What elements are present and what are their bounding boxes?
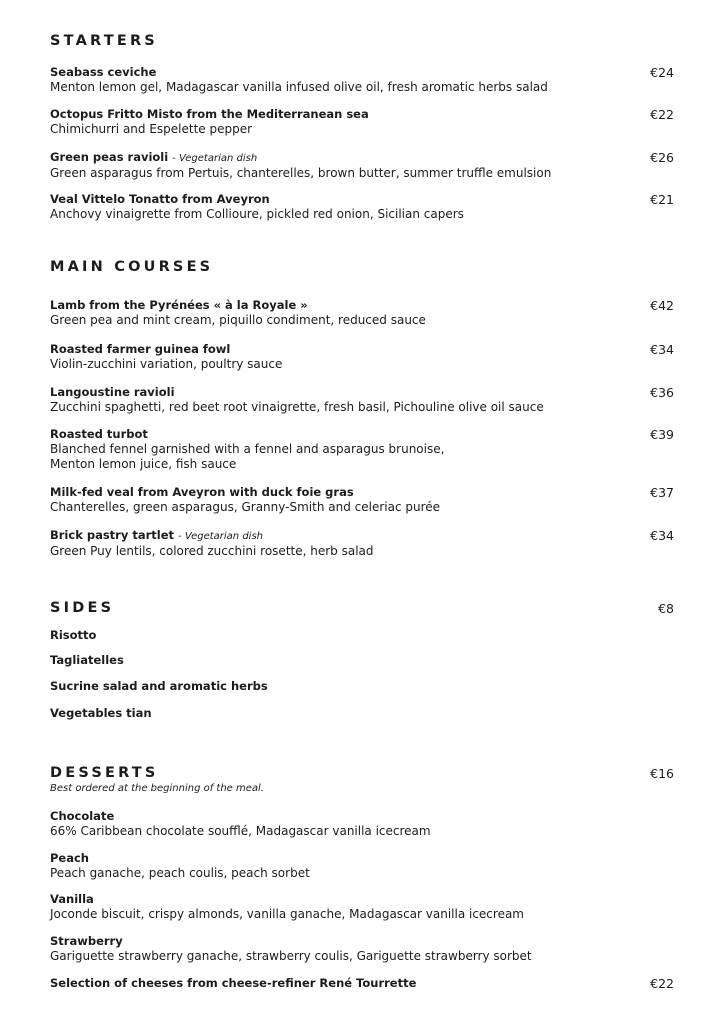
- side-item: [50, 628, 676, 643]
- starter-item-ravioli: [50, 150, 676, 181]
- starter-item-veal: [50, 192, 676, 222]
- item-description: Joconde biscuit, crispy almonds, vanilla ganache, Madagascar vanilla icecream: [50, 907, 524, 921]
- side-item: [50, 679, 676, 694]
- desserts-title: DESSERTS: [50, 765, 159, 781]
- item-name: Brick pastry tartlet: [50, 528, 175, 542]
- item-name: Vanilla: [50, 892, 94, 906]
- item-name: Seabass ceviche: [50, 65, 157, 79]
- item-description: Green Puy lentils, colored zucchini rosette, herb salad: [50, 544, 374, 558]
- dessert-item-strawberry: [50, 934, 676, 964]
- item-description: Anchovy vinaigrette from Collioure, pickled red onion, Sicilian capers: [50, 207, 464, 221]
- item-price: €34: [650, 342, 674, 357]
- item-price: €22: [650, 976, 674, 991]
- dessert-item-chocolate: [50, 809, 676, 839]
- item-price: €37: [650, 485, 674, 500]
- desserts-note: Best ordered at the beginning of the meal.: [50, 783, 264, 794]
- main-item-guinea-fowl: [50, 342, 676, 372]
- item-name: Selection of cheeses from cheese-refiner René Tourrette: [50, 976, 417, 990]
- starters-title: STARTERS: [50, 33, 158, 49]
- item-name: Sucrine salad and aromatic herbs: [50, 679, 268, 693]
- item-price: €24: [650, 65, 674, 80]
- item-name: Tagliatelles: [50, 653, 124, 667]
- main-item-langoustine: [50, 385, 676, 415]
- item-description: Menton lemon gel, Madagascar vanilla infused olive oil, fresh aromatic herbs salad: [50, 80, 548, 94]
- sides-title: SIDES: [50, 600, 115, 616]
- item-description: 66% Caribbean chocolate soufflé, Madagascar vanilla icecream: [50, 824, 431, 838]
- starter-item-octopus: [50, 107, 676, 137]
- item-description: Blanched fennel garnished with a fennel and asparagus brunoise,: [50, 442, 445, 456]
- cheese-item: [50, 976, 676, 991]
- starter-item-seabass: [50, 65, 676, 95]
- dessert-item-peach: [50, 851, 676, 881]
- item-name: Veal Vittelo Tonatto from Aveyron: [50, 192, 270, 206]
- main-item-tartlet: [50, 528, 676, 559]
- mains-title: MAIN COURSES: [50, 259, 214, 275]
- item-description: Green asparagus from Pertuis, chanterelles, brown butter, summer truffle emulsion: [50, 166, 552, 180]
- item-name: Strawberry: [50, 934, 123, 948]
- item-name: Roasted farmer guinea fowl: [50, 342, 231, 356]
- item-price: €22: [650, 107, 674, 122]
- item-name: Octopus Fritto Misto from the Mediterranean sea: [50, 107, 369, 121]
- item-price: €21: [650, 192, 674, 207]
- item-name: Green peas ravioli: [50, 150, 169, 164]
- vegetarian-tag: - Vegetarian dish: [178, 531, 263, 542]
- item-description: Green pea and mint cream, piquillo condiment, reduced sauce: [50, 313, 426, 327]
- item-description: Gariguette strawberry ganache, strawberry coulis, Gariguette strawberry sorbet: [50, 949, 532, 963]
- item-description: Chimichurri and Espelette pepper: [50, 122, 253, 136]
- main-item-veal: [50, 485, 676, 515]
- item-name: Peach: [50, 851, 89, 865]
- item-name: Roasted turbot: [50, 427, 148, 441]
- item-name: Risotto: [50, 628, 97, 642]
- dessert-item-vanilla: [50, 892, 676, 922]
- item-price: €26: [650, 150, 674, 165]
- item-description: Violin-zucchini variation, poultry sauce: [50, 357, 283, 371]
- item-name: Vegetables tian: [50, 706, 152, 720]
- side-item: [50, 653, 676, 668]
- item-name: Langoustine ravioli: [50, 385, 175, 399]
- item-price: €34: [650, 528, 674, 543]
- desserts-price: €16: [650, 766, 674, 781]
- item-price: €39: [650, 427, 674, 442]
- sides-price: €8: [658, 601, 674, 616]
- main-item-lamb: [50, 298, 676, 328]
- item-description-line2: Menton lemon juice, fish sauce: [50, 457, 237, 471]
- item-description: Peach ganache, peach coulis, peach sorbet: [50, 866, 310, 880]
- item-description: Chanterelles, green asparagus, Granny-Smith and celeriac purée: [50, 500, 441, 514]
- item-name: Lamb from the Pyrénées « à la Royale »: [50, 298, 308, 312]
- main-item-turbot: [50, 427, 676, 472]
- item-name: Milk-fed veal from Aveyron with duck foie gras: [50, 485, 354, 499]
- vegetarian-tag: - Vegetarian dish: [172, 153, 258, 164]
- side-item: [50, 706, 676, 721]
- item-name: Chocolate: [50, 809, 115, 823]
- item-description: Zucchini spaghetti, red beet root vinaigrette, fresh basil, Pichouline olive oil sauce: [50, 400, 544, 414]
- item-price: €36: [650, 385, 674, 400]
- item-price: €42: [650, 298, 674, 313]
